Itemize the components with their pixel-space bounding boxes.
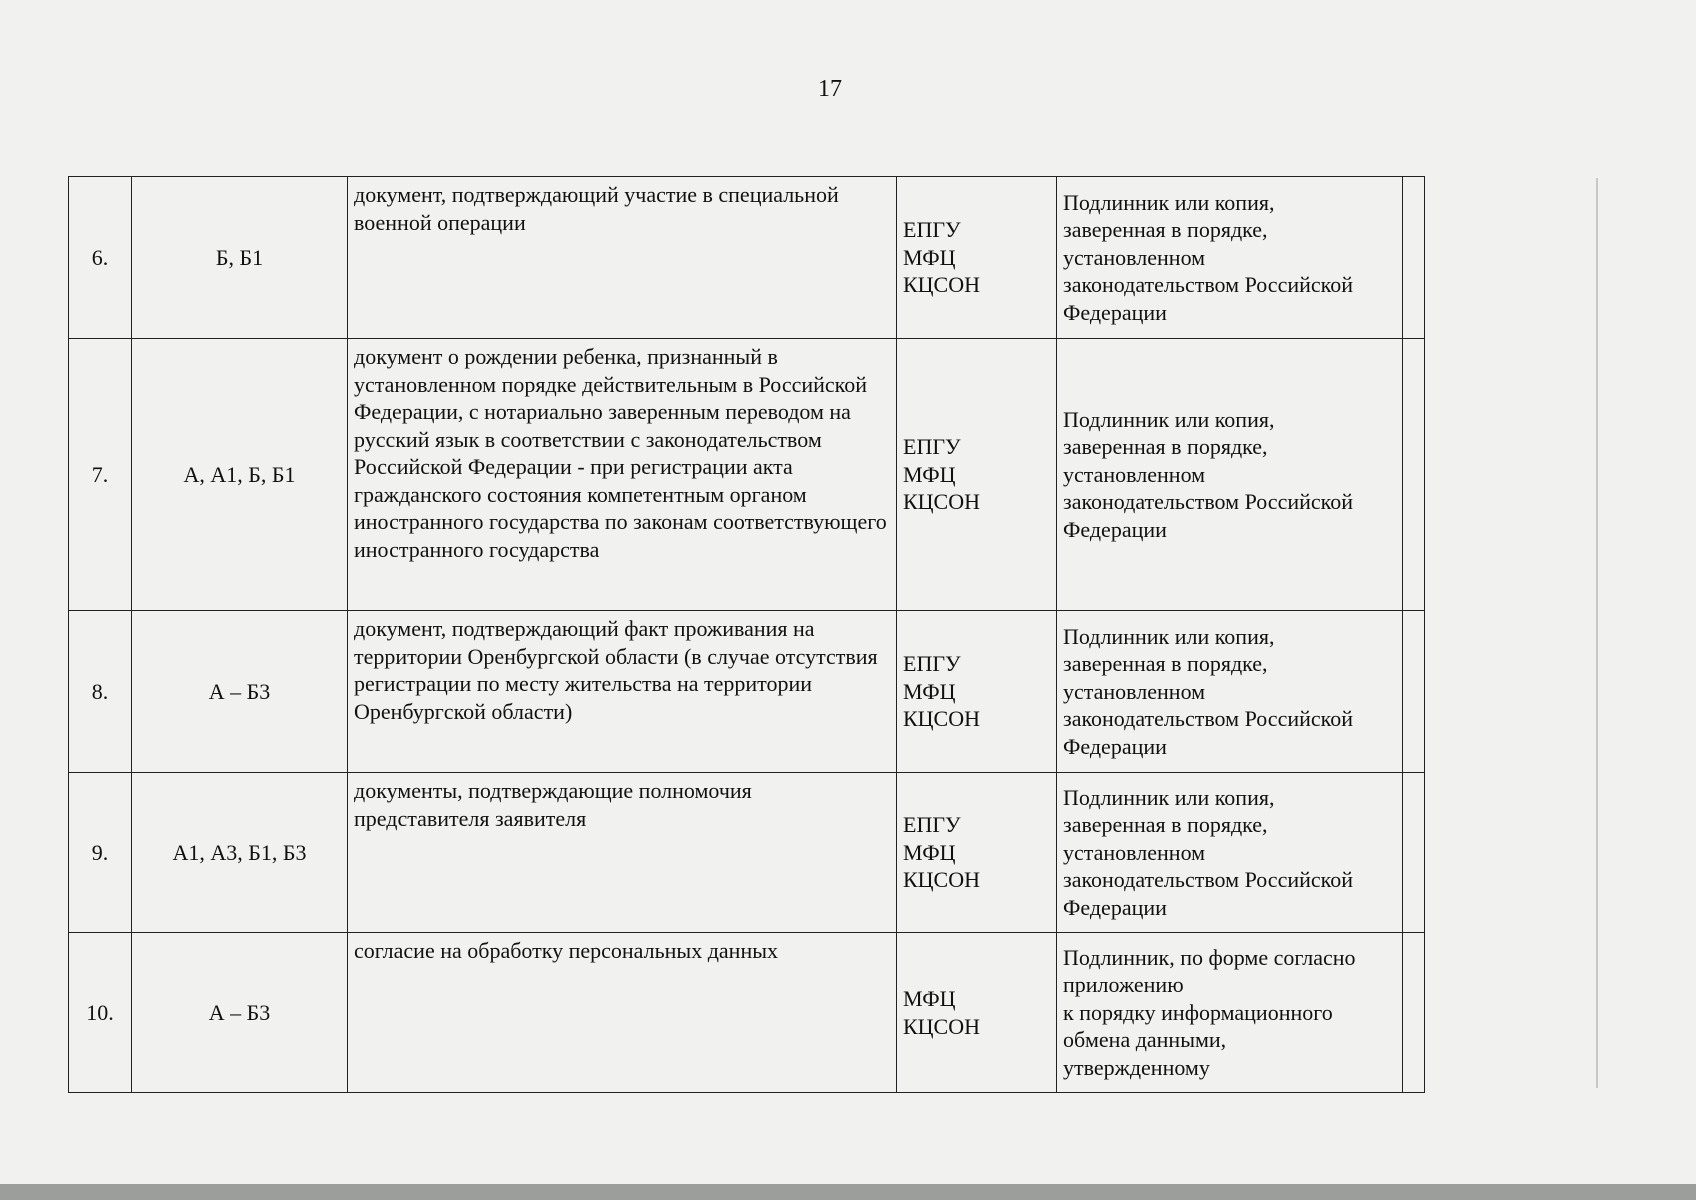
row-number: 7. [69,339,132,611]
document-description: документы, подтверждающие полномочия представителя заявителя [348,773,897,933]
applicant-categories: А, А1, Б, Б1 [132,339,348,611]
document-description: документ о рождении ребенка, признанный в установленном порядке действительным в Российской Федерации, с нотариально заверенным переводом на русский язык в соответствии с законодательством Российской Федерации - при регистрации акта гражданского состояния компетентным органом иностранного государства по законам соответствующего иностранного государства [348,339,897,611]
channel-line: КЦСОН [903,272,981,298]
submission-channels [897,933,1057,1093]
form-line: утвержденному [1063,1054,1210,1080]
form-line: обмена данными, [1063,1027,1227,1053]
form-line: Федерации [1063,894,1167,920]
channel-line: КЦСОН [903,489,981,515]
empty-cell [1403,773,1425,933]
form-line: установленном [1063,678,1206,704]
submission-channels [897,177,1057,339]
form-line: приложению [1063,972,1184,998]
document-description: документ, подтверждающий участие в специальной военной операции [348,177,897,339]
form-line: заверенная в порядке, [1063,434,1268,460]
channel-line: ЕПГУ [903,651,961,677]
form-line: Подлинник или копия, [1063,623,1275,649]
row-number: 10. [69,933,132,1093]
submission-channels [897,339,1057,611]
submission-channels [897,611,1057,773]
channel-line: МФЦ [903,678,956,704]
applicant-categories: А – Б3 [132,933,348,1093]
documents-table [68,176,1425,1093]
empty-cell [1403,933,1425,1093]
channel-line: ЕПГУ [903,217,961,243]
channel-line: МФЦ [903,461,956,487]
table-row [69,339,1425,611]
table-row [69,611,1425,773]
form-line: установленном [1063,839,1206,865]
form-line: законодательством Российской [1063,706,1353,732]
form-line: заверенная в порядке, [1063,217,1268,243]
applicant-categories: А – Б3 [132,611,348,773]
page-number: 17 [818,76,842,102]
form-line: заверенная в порядке, [1063,651,1268,677]
table-row [69,933,1425,1093]
channel-line: КЦСОН [903,1013,981,1039]
form-line: Подлинник или копия, [1063,406,1275,432]
form-line: установленном [1063,461,1206,487]
channel-line: МФЦ [903,986,956,1011]
channel-line: КЦСОН [903,867,981,893]
document-description: документ, подтверждающий факт проживания на территории Оренбургской области (в случае отсутствия регистрации по месту жительства на территории Оренбургской области) [348,611,897,773]
document-form [1057,933,1403,1093]
channel-line: ЕПГУ [903,434,961,460]
row-number: 8. [69,611,132,773]
channel-line: МФЦ [903,839,956,865]
empty-cell [1403,339,1425,611]
channel-line: ЕПГУ [903,812,961,838]
document-form [1057,773,1403,933]
channel-line: МФЦ [903,244,956,270]
row-number: 6. [69,177,132,339]
row-number: 9. [69,773,132,933]
form-line: законодательством Российской [1063,489,1353,515]
applicant-categories: А1, А3, Б1, Б3 [132,773,348,933]
form-line: законодательством Российской [1063,867,1353,893]
channel-line: КЦСОН [903,706,981,732]
form-line: заверенная в порядке, [1063,812,1268,838]
empty-cell [1403,611,1425,773]
table-row [69,177,1425,339]
form-line: Федерации [1063,516,1167,542]
document-form [1057,339,1403,611]
form-line: законодательством Российской [1063,272,1353,298]
form-line: Федерации [1063,733,1167,759]
table-row [69,773,1425,933]
document-form [1057,177,1403,339]
empty-cell [1403,177,1425,339]
form-line: к порядку информационного [1063,999,1333,1025]
document-form [1057,611,1403,773]
form-line: Подлинник или копия, [1063,189,1275,215]
form-line: установленном [1063,244,1206,270]
form-line: Федерации [1063,299,1167,325]
form-line: Подлинник, по форме согласно [1063,944,1356,970]
form-line: Подлинник или копия, [1063,784,1275,810]
document-description: согласие на обработку персональных данных [348,933,897,1093]
applicant-categories: Б, Б1 [132,177,348,339]
submission-channels [897,773,1057,933]
scan-fold-line [1596,178,1598,1088]
scan-edge-bottom [0,1184,1696,1200]
